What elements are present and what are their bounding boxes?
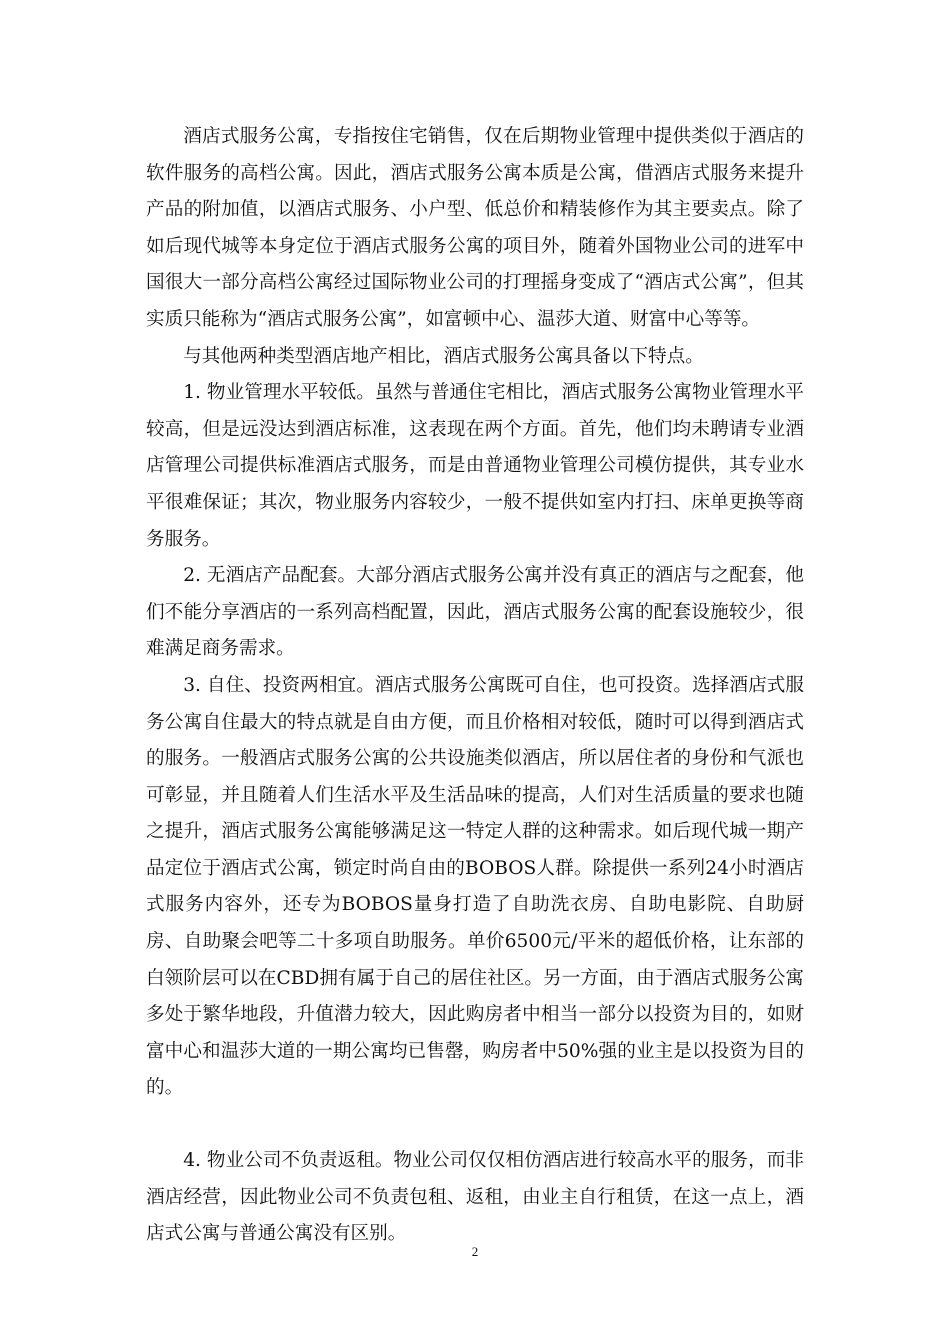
paragraph-feature-3: 3. 自住、投资两相宜。酒店式服务公寓既可自住，也可投资。选择酒店式服务公寓自住最大的特点就是自由方便，而且价格相对较低，随时可以得到酒店式的服务。一般酒店式服务公寓的公共设施类似酒店，所以居住者的身份和气派也可彰显，并且随着人们生活水平及生活品味的提高，人们对生活质量的要求也随之提升，酒店式服务公寓能够满足这一特定人群的这种需求。如后现代城一期产品定位于酒店式公寓，锁定时尚自由的BOBOS人群。除提供一系列24小时酒店式服务内容外，还专为BOBOS量身打造了自助洗衣房、自助电影院、自助厨房、自助聚会吧等二十多项自助服务。单价6500元/平米的超低价格，让东部的白领阶层可以在CBD拥有属于自己的居住社区。另一方面，由于酒店式服务公寓多处于繁华地段，升值潜力较大，因此购房者中相当一部分以投资为目的，如财富中心和温莎大道的一期公寓均已售罄，购房者中50%强的业主是以投资为目的的。 bbox=[146, 674, 804, 1099]
paragraph-intro: 酒店式服务公寓，专指按住宅销售，仅在后期物业管理中提供类似于酒店的软件服务的高档公寓。因此，酒店式服务公寓本质是公寓，借酒店式服务来提升产品的附加值，以酒店式服务、小户型、低总价和精装修作为其主要卖点。除了如后现代城等本身定位于酒店式服务公寓的项目外，随着外国物业公司的进军中国很大一部分高档公寓经过国际物业公司的打理摇身变成了“酒店式公寓”，但其实质只能称为“酒店式服务公寓”，如富顿中心、温莎大道、财富中心等等。 bbox=[146, 126, 804, 330]
document-body bbox=[146, 119, 804, 1253]
paragraph-features-lead: 与其他两种类型酒店地产相比，酒店式服务公寓具备以下特点。 bbox=[183, 345, 704, 367]
paragraph-feature-1: 1. 物业管理水平较低。虽然与普通住宅相比，酒店式服务公寓物业管理水平较高，但是远没达到酒店标准，这表现在两个方面。首先，他们均未聘请专业酒店管理公司提供标准酒店式服务，而是由普通物业管理公司模仿提供，其专业水平很难保证；其次，物业服务内容较少，一般不提供如室内打扫、床单更换等商务服务。 bbox=[146, 382, 804, 550]
paragraph-feature-2: 2. 无酒店产品配套。大部分酒店式服务公寓并没有真正的酒店与之配套，他们不能分享酒店的一系列高档配置，因此，酒店式服务公寓的配套设施较少，很难满足商务需求。 bbox=[146, 565, 804, 660]
page-number: 2 bbox=[471, 1244, 479, 1259]
paragraph-feature-4: 4. 物业公司不负责返租。物业公司仅仅相仿酒店进行较高水平的服务，而非酒店经营，因此物业公司不负责包租、返租，由业主自行租赁，在这一点上，酒店式公寓与普通公寓没有区别。 bbox=[146, 1150, 804, 1245]
